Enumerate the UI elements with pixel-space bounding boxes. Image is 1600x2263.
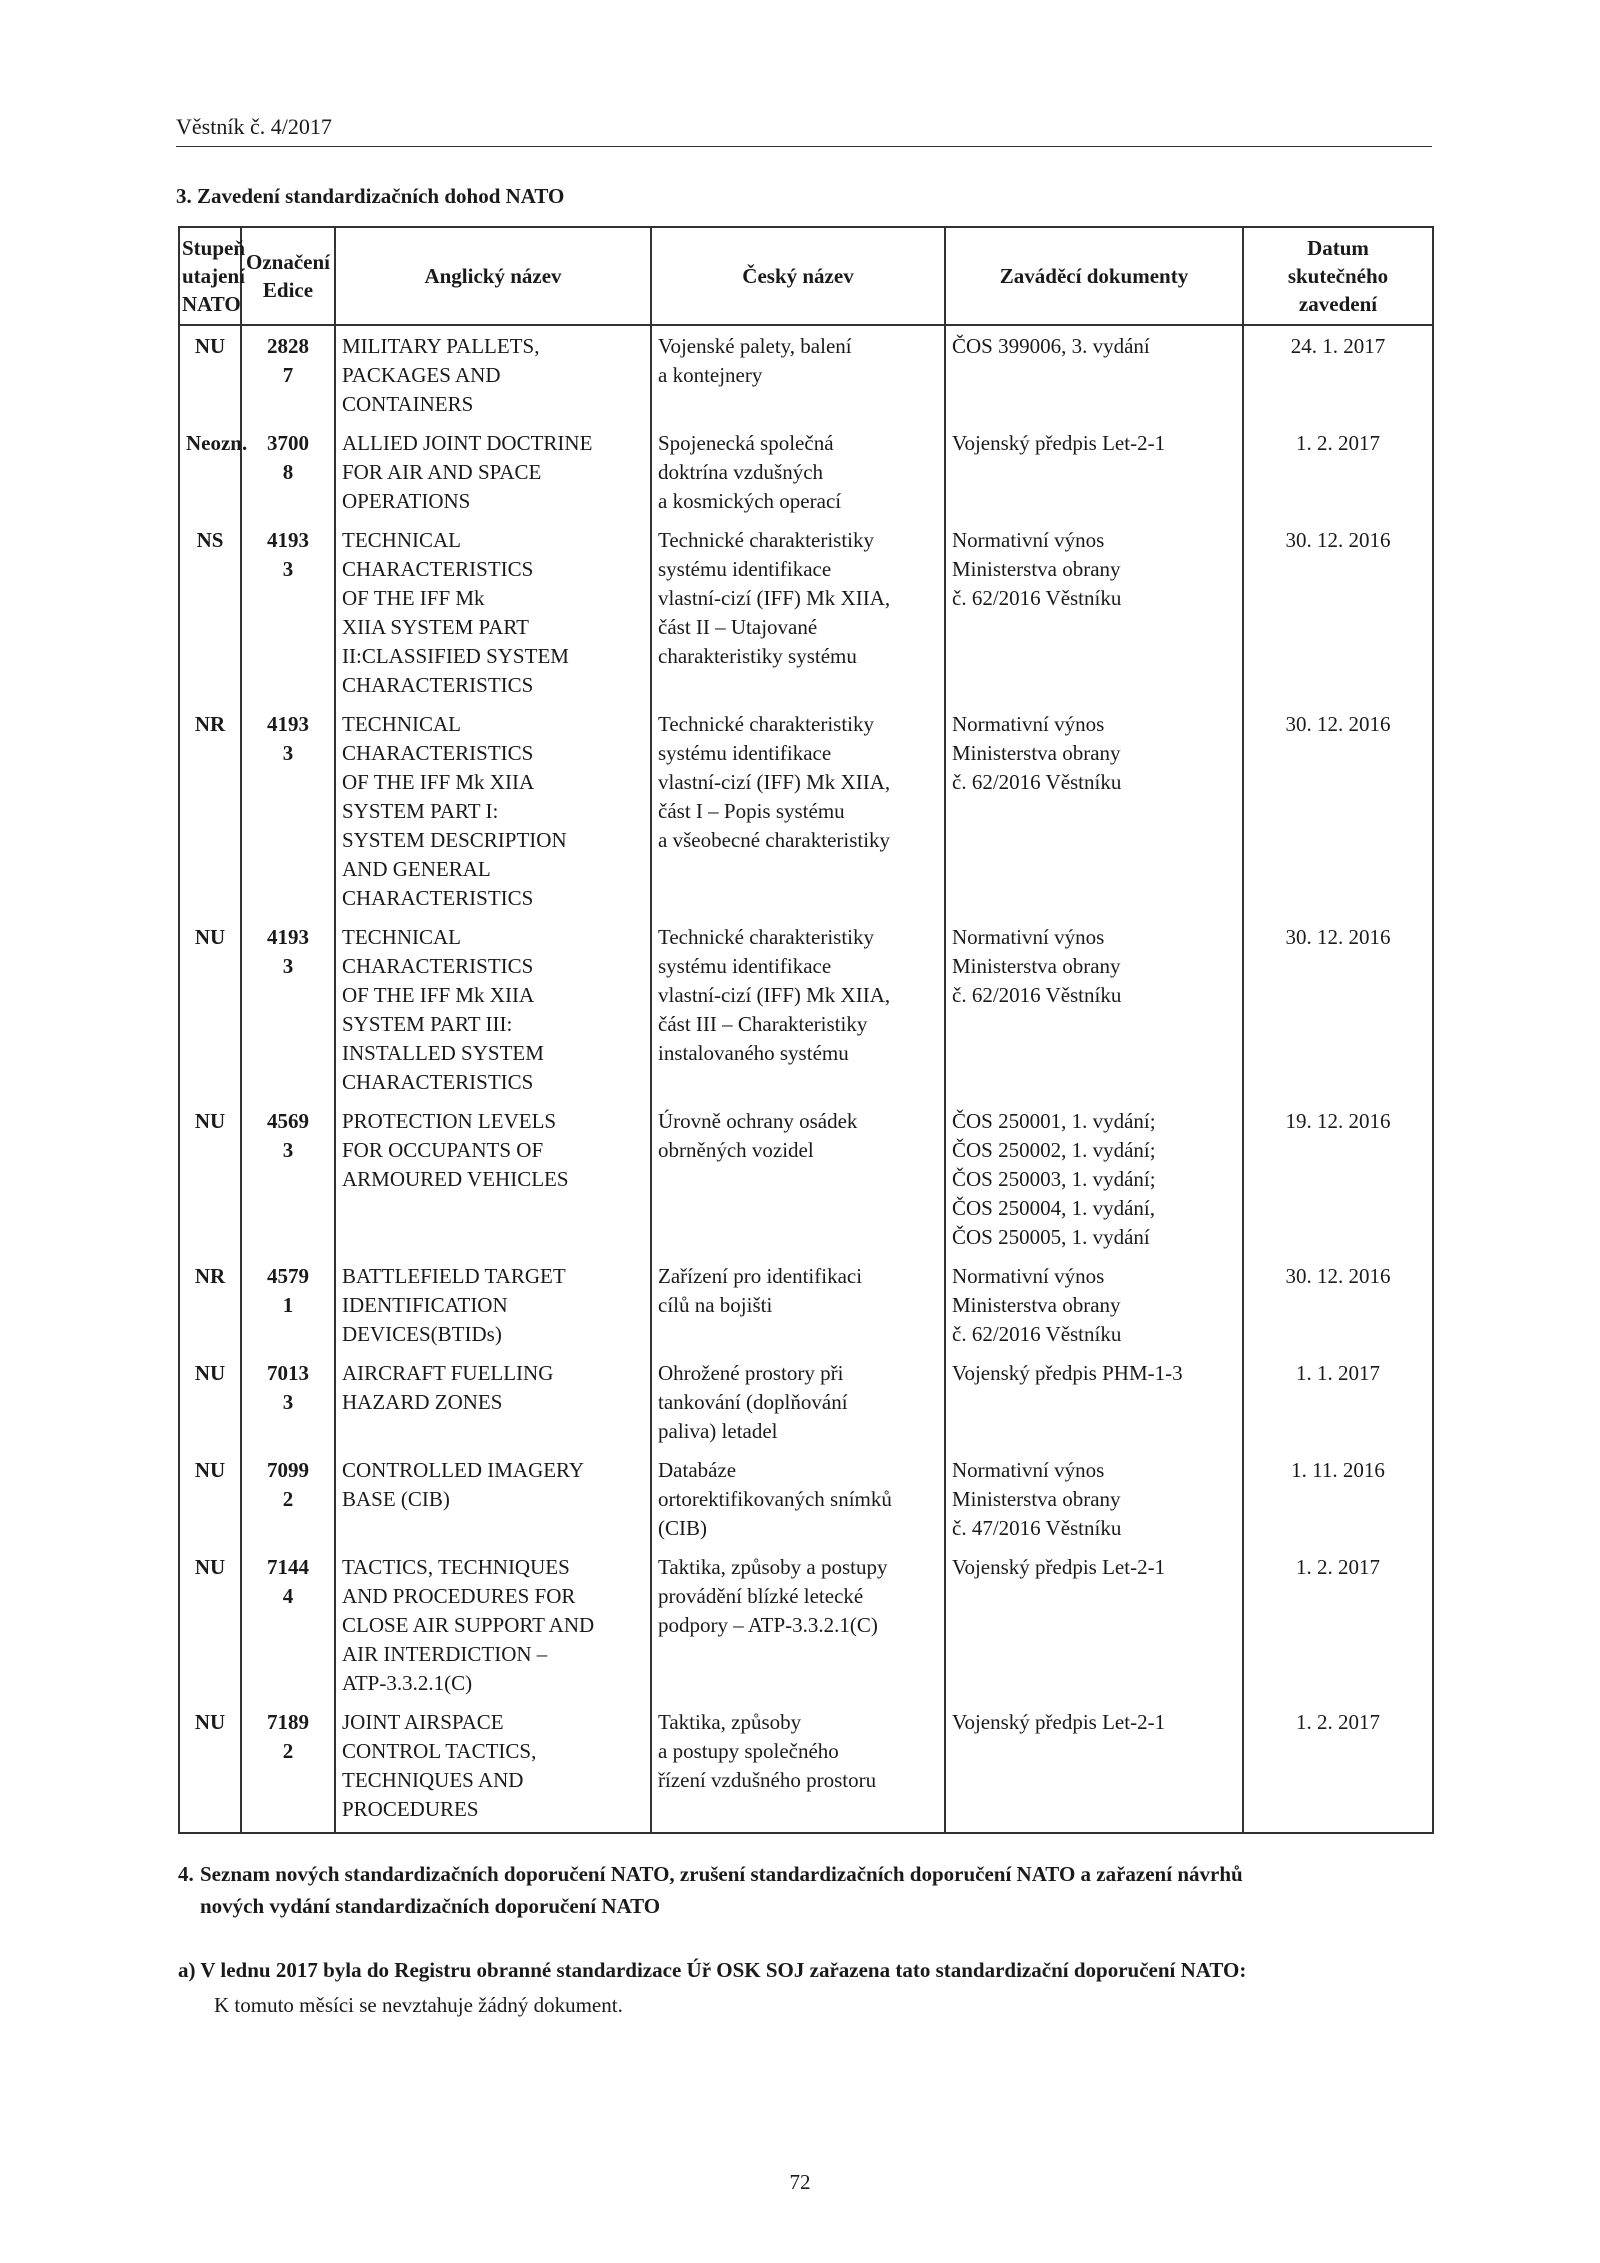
- table-row: [179, 1547, 1433, 1702]
- cell-edition: 7189 2: [241, 1702, 335, 1833]
- cell-implementing-documents: Vojenský předpis PHM-1-3: [945, 1353, 1243, 1450]
- cell-implementation-date: 1. 11. 2016: [1243, 1450, 1433, 1547]
- header-edition: Označení Edice: [241, 227, 335, 325]
- table-row: [179, 1353, 1433, 1450]
- cell-classification-level: NU: [179, 1353, 241, 1450]
- cell-implementing-documents: Vojenský předpis Let-2-1: [945, 423, 1243, 520]
- cell-edition: 7144 4: [241, 1547, 335, 1702]
- table-row: [179, 917, 1433, 1101]
- cell-implementation-date: 30. 12. 2016: [1243, 520, 1433, 704]
- header-implementing-documents: Zaváděcí dokumenty: [945, 227, 1243, 325]
- cell-english-title: PROTECTION LEVELS FOR OCCUPANTS OF ARMOURED VEHICLES: [335, 1101, 651, 1256]
- page-header: Věstník č. 4/2017: [176, 114, 1432, 147]
- cell-implementation-date: 24. 1. 2017: [1243, 325, 1433, 423]
- cell-implementing-documents: Normativní výnos Ministerstva obrany č. 62/2016 Věstníku: [945, 520, 1243, 704]
- cell-implementing-documents: Normativní výnos Ministerstva obrany č. 62/2016 Věstníku: [945, 704, 1243, 917]
- table-header-row: [179, 227, 1433, 325]
- cell-implementation-date: 30. 12. 2016: [1243, 704, 1433, 917]
- standards-table: [178, 226, 1434, 1834]
- cell-edition: 4579 1: [241, 1256, 335, 1353]
- cell-implementation-date: 1. 2. 2017: [1243, 423, 1433, 520]
- cell-english-title: TACTICS, TECHNIQUES AND PROCEDURES FOR CLOSE AIR SUPPORT AND AIR INTERDICTION – ATP-3.3.2.1(C): [335, 1547, 651, 1702]
- cell-implementation-date: 19. 12. 2016: [1243, 1101, 1433, 1256]
- cell-classification-level: NU: [179, 1547, 241, 1702]
- cell-classification-level: NR: [179, 704, 241, 917]
- cell-classification-level: NU: [179, 1702, 241, 1833]
- cell-implementing-documents: Normativní výnos Ministerstva obrany č. 62/2016 Věstníku: [945, 1256, 1243, 1353]
- cell-implementing-documents: ČOS 399006, 3. vydání: [945, 325, 1243, 423]
- cell-english-title: TECHNICAL CHARACTERISTICS OF THE IFF Mk XIIA SYSTEM PART III: INSTALLED SYSTEM CHARACTERISTICS: [335, 917, 651, 1101]
- cell-czech-title: Ohrožené prostory při tankování (doplňování paliva) letadel: [651, 1353, 945, 1450]
- cell-czech-title: Taktika, způsoby a postupy společného řízení vzdušného prostoru: [651, 1702, 945, 1833]
- header-czech-title: Český název: [651, 227, 945, 325]
- cell-edition: 7099 2: [241, 1450, 335, 1547]
- cell-czech-title: Technické charakteristiky systému identifikace vlastní-cizí (IFF) Mk XIIA, část III – Charakteristiky instalovaného systému: [651, 917, 945, 1101]
- header-classification-level: Stupeň utajení NATO: [179, 227, 241, 325]
- cell-czech-title: Úrovně ochrany osádek obrněných vozidel: [651, 1101, 945, 1256]
- cell-czech-title: Databáze ortorektifikovaných snímků (CIB): [651, 1450, 945, 1547]
- cell-english-title: ALLIED JOINT DOCTRINE FOR AIR AND SPACE OPERATIONS: [335, 423, 651, 520]
- table-body: [179, 325, 1433, 1833]
- cell-classification-level: NU: [179, 1101, 241, 1256]
- cell-czech-title: Spojenecká společná doktrína vzdušných a kosmických operací: [651, 423, 945, 520]
- cell-english-title: MILITARY PALLETS, PACKAGES AND CONTAINERS: [335, 325, 651, 423]
- cell-czech-title: Taktika, způsoby a postupy provádění blízké letecké podpory – ATP-3.3.2.1(C): [651, 1547, 945, 1702]
- cell-classification-level: NU: [179, 1450, 241, 1547]
- cell-czech-title: Technické charakteristiky systému identifikace vlastní-cizí (IFF) Mk XIIA, část I – Popis systému a všeobecné charakteristiky: [651, 704, 945, 917]
- subsection-a-title: a) V lednu 2017 byla do Registru obranné standardizace Úř OSK SOJ zařazena tato standardizační doporučení NATO:: [178, 1958, 1247, 1982]
- section-4-number: 4.: [178, 1862, 194, 1886]
- cell-english-title: CONTROLLED IMAGERY BASE (CIB): [335, 1450, 651, 1547]
- cell-edition: 4193 3: [241, 704, 335, 917]
- page-number: 72: [789, 2170, 811, 2194]
- cell-english-title: TECHNICAL CHARACTERISTICS OF THE IFF Mk XIIA SYSTEM PART II:CLASSIFIED SYSTEM CHARACTERISTICS: [335, 520, 651, 704]
- cell-english-title: BATTLEFIELD TARGET IDENTIFICATION DEVICES(BTIDs): [335, 1256, 651, 1353]
- cell-implementing-documents: Vojenský předpis Let-2-1: [945, 1702, 1243, 1833]
- table-row: [179, 1702, 1433, 1833]
- table-row: [179, 1101, 1433, 1256]
- section-4-title-line-2: nových vydání standardizačních doporučení NATO: [200, 1894, 661, 1918]
- cell-implementation-date: 1. 2. 2017: [1243, 1702, 1433, 1833]
- cell-implementation-date: 1. 2. 2017: [1243, 1547, 1433, 1702]
- section-4-title: [178, 1858, 1434, 1922]
- cell-english-title: TECHNICAL CHARACTERISTICS OF THE IFF Mk XIIA SYSTEM PART I: SYSTEM DESCRIPTION AND GENERAL CHARACTERISTICS: [335, 704, 651, 917]
- cell-classification-level: NR: [179, 1256, 241, 1353]
- table-row: [179, 325, 1433, 423]
- cell-edition: 7013 3: [241, 1353, 335, 1450]
- cell-english-title: JOINT AIRSPACE CONTROL TACTICS, TECHNIQUES AND PROCEDURES: [335, 1702, 651, 1833]
- cell-implementation-date: 30. 12. 2016: [1243, 917, 1433, 1101]
- cell-classification-level: Neozn.: [179, 423, 241, 520]
- cell-czech-title: Technické charakteristiky systému identifikace vlastní-cizí (IFF) Mk XIIA, část II – Utajované charakteristiky systému: [651, 520, 945, 704]
- cell-classification-level: NU: [179, 917, 241, 1101]
- cell-classification-level: NS: [179, 520, 241, 704]
- cell-classification-level: NU: [179, 325, 241, 423]
- header-english-title: Anglický název: [335, 227, 651, 325]
- cell-czech-title: Zařízení pro identifikaci cílů na bojišti: [651, 1256, 945, 1353]
- cell-implementing-documents: Vojenský předpis Let-2-1: [945, 1547, 1243, 1702]
- table-row: [179, 1256, 1433, 1353]
- cell-implementing-documents: Normativní výnos Ministerstva obrany č. 47/2016 Věstníku: [945, 1450, 1243, 1547]
- cell-implementing-documents: ČOS 250001, 1. vydání; ČOS 250002, 1. vydání; ČOS 250003, 1. vydání; ČOS 250004, 1. vydání, ČOS 250005, 1. vydání: [945, 1101, 1243, 1256]
- section-3-title: 3. Zavedení standardizačních dohod NATO: [176, 184, 565, 208]
- cell-edition: 4569 3: [241, 1101, 335, 1256]
- header-implementation-date: Datum skutečného zavedení: [1243, 227, 1433, 325]
- section-4-title-line-1: Seznam nových standardizačních doporučení NATO, zrušení standardizačních doporučení NATO a zařazení návrhů: [200, 1862, 1243, 1886]
- cell-english-title: AIRCRAFT FUELLING HAZARD ZONES: [335, 1353, 651, 1450]
- cell-implementation-date: 1. 1. 2017: [1243, 1353, 1433, 1450]
- cell-edition: 4193 3: [241, 917, 335, 1101]
- cell-implementing-documents: Normativní výnos Ministerstva obrany č. 62/2016 Věstníku: [945, 917, 1243, 1101]
- table-row: [179, 704, 1433, 917]
- table-row: [179, 1450, 1433, 1547]
- table-row: [179, 423, 1433, 520]
- cell-edition: 3700 8: [241, 423, 335, 520]
- subsection-a-note: K tomuto měsíci se nevztahuje žádný dokument.: [214, 1993, 623, 2017]
- cell-czech-title: Vojenské palety, balení a kontejnery: [651, 325, 945, 423]
- cell-edition: 2828 7: [241, 325, 335, 423]
- table-row: [179, 520, 1433, 704]
- cell-implementation-date: 30. 12. 2016: [1243, 1256, 1433, 1353]
- cell-edition: 4193 3: [241, 520, 335, 704]
